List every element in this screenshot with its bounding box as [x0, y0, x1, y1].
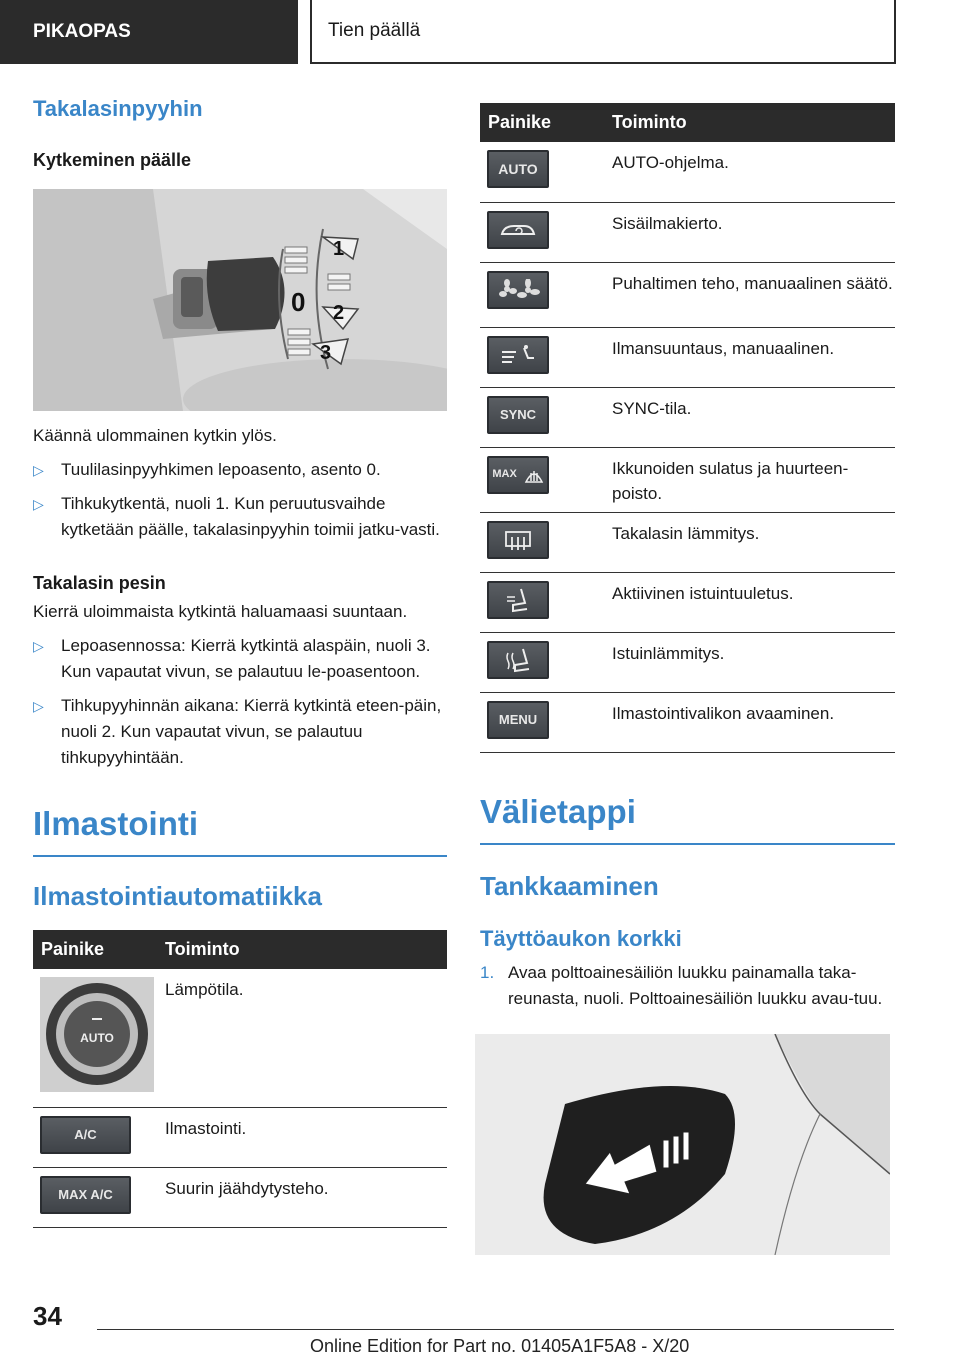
fuel-flap-illustration	[475, 1034, 890, 1255]
ac-button-icon: A/C	[40, 1116, 131, 1154]
table-row	[480, 632, 895, 692]
list-item-text: Lepoasennossa: Kierrä kytkintä alaspäin, nuoli 3. Kun vapautat vivun, se palautuu le-poasentoon.	[61, 636, 431, 681]
row-text: Sisäilmakierto.	[604, 202, 895, 262]
table-row	[480, 572, 895, 632]
wiper-stalk-figure	[33, 189, 447, 411]
list-item	[33, 633, 447, 685]
recirculation-icon	[487, 211, 549, 249]
wiper-list	[33, 457, 447, 543]
column-header-button: Painike	[33, 930, 157, 969]
column-header-button: Painike	[480, 103, 604, 142]
refuel-subsection-title: Tankkaaminen	[480, 870, 659, 901]
row-text: Ilmansuuntaus, manuaalinen.	[604, 327, 895, 387]
triangle-bullet-icon: ▷	[33, 638, 44, 654]
max-ac-button-icon: MAX A/C	[40, 1176, 131, 1214]
seat-ventilation-icon	[487, 581, 549, 619]
step-number: 1.	[480, 962, 495, 982]
triangle-bullet-icon: ▷	[33, 462, 44, 478]
row-text: SYNC-tila.	[604, 387, 895, 447]
step-item	[480, 960, 895, 1012]
climate-section-title: Ilmastointi	[33, 805, 447, 857]
rear-defrost-icon	[487, 521, 549, 559]
max-defrost-label: MAX	[492, 468, 517, 480]
footer-divider	[97, 1329, 894, 1330]
row-text: Puhaltimen teho, manuaalinen säätö.	[604, 262, 895, 327]
knob-label: AUTO	[80, 1030, 114, 1045]
stopover-section-title: Välietappi	[480, 793, 895, 845]
max-defrost-button-icon	[487, 456, 549, 494]
table-row	[480, 262, 895, 327]
row-text: Ikkunoiden sulatus ja huurteen-poisto.	[604, 447, 895, 512]
climate-subsection-title: Ilmastointiautomatiikka	[33, 881, 322, 911]
table-row	[480, 327, 895, 387]
fuel-cap-title: Täyttöaukon korkki	[480, 925, 682, 951]
list-item-text: Tihkupyyhinnän aikana: Kierrä kytkintä eteen-päin, nuoli 2. Kun vapautat vivun, se palautuu tihkupyyhintään.	[61, 696, 442, 767]
table-row	[33, 1167, 447, 1227]
row-text: Aktiivinen istuintuuletus.	[604, 572, 895, 632]
table-row	[480, 387, 895, 447]
table-row	[480, 202, 895, 262]
header-chapter	[310, 0, 896, 64]
column-header-function: Toiminto	[604, 103, 895, 142]
list-item-text: Tihkukytkentä, nuoli 1. Kun peruutusvaihde kytketään päälle, takalasinpyyhin toimii jatku-vasti.	[61, 494, 440, 539]
list-item	[33, 491, 447, 543]
row-text: Takalasin lämmitys.	[604, 512, 895, 572]
figure-label-2: 2	[333, 302, 345, 324]
row-text: Istuinlämmitys.	[604, 632, 895, 692]
temperature-knob-icon	[40, 977, 154, 1092]
fuel-flap-figure	[475, 1034, 890, 1255]
windshield-defrost-icon	[524, 466, 544, 484]
footer-edition: Online Edition for Part no. 01405A1F5A8 - X/20	[310, 1336, 690, 1356]
menu-button-icon: MENU	[487, 701, 549, 739]
row-text: Lämpötila.	[157, 969, 447, 1107]
washer-text: Kierrä uloimmaista kytkintä haluamaasi suuntaan.	[33, 602, 408, 621]
triangle-bullet-icon: ▷	[33, 496, 44, 512]
table-row	[33, 969, 447, 1107]
list-item	[33, 693, 447, 771]
figure-label-3: 3	[320, 342, 332, 364]
climate-table-right	[480, 103, 895, 753]
figure-label-1: 1	[333, 238, 345, 260]
page-number: 34	[33, 1301, 62, 1331]
wiper-stalk-illustration	[33, 189, 447, 411]
row-text: Ilmastointivalikon avaaminen.	[604, 692, 895, 752]
auto-button-icon: AUTO	[487, 150, 549, 188]
header-section	[0, 0, 298, 64]
wiper-intro: Käännä ulommainen kytkin ylös.	[33, 426, 277, 445]
washer-title: Takalasin pesin	[33, 573, 166, 593]
header-section-label: PIKAOPAS	[33, 21, 131, 42]
washer-list	[33, 633, 447, 771]
fan-icon	[487, 271, 549, 309]
left-column	[33, 96, 447, 1228]
table-row	[33, 1107, 447, 1167]
air-distribution-icon	[487, 336, 549, 374]
climate-table-left	[33, 930, 447, 1228]
wiper-title: Takalasinpyyhin	[33, 96, 203, 121]
table-row	[480, 692, 895, 752]
header-chapter-label: Tien päällä	[328, 20, 421, 41]
list-item	[33, 457, 447, 483]
seat-heating-icon	[487, 641, 549, 679]
figure-label-0: 0	[291, 287, 306, 317]
table-row	[480, 142, 895, 202]
list-item-text: Tuulilasinpyyhkimen lepoasento, asento 0.	[61, 460, 381, 479]
table-row	[480, 512, 895, 572]
right-column	[480, 103, 895, 1255]
row-text: Ilmastointi.	[157, 1107, 447, 1167]
table-row	[480, 447, 895, 512]
triangle-bullet-icon: ▷	[33, 698, 44, 714]
row-text: Suurin jäähdytysteho.	[157, 1167, 447, 1227]
sync-button-icon: SYNC	[487, 396, 549, 434]
column-header-function: Toiminto	[157, 930, 447, 969]
wiper-subtitle: Kytkeminen päälle	[33, 150, 192, 170]
row-text: AUTO-ohjelma.	[604, 142, 895, 202]
step-text: Avaa polttoainesäiliön luukku painamalla taka-reunasta, nuoli. Polttoainesäiliön luukku avau-tuu.	[508, 962, 883, 1008]
